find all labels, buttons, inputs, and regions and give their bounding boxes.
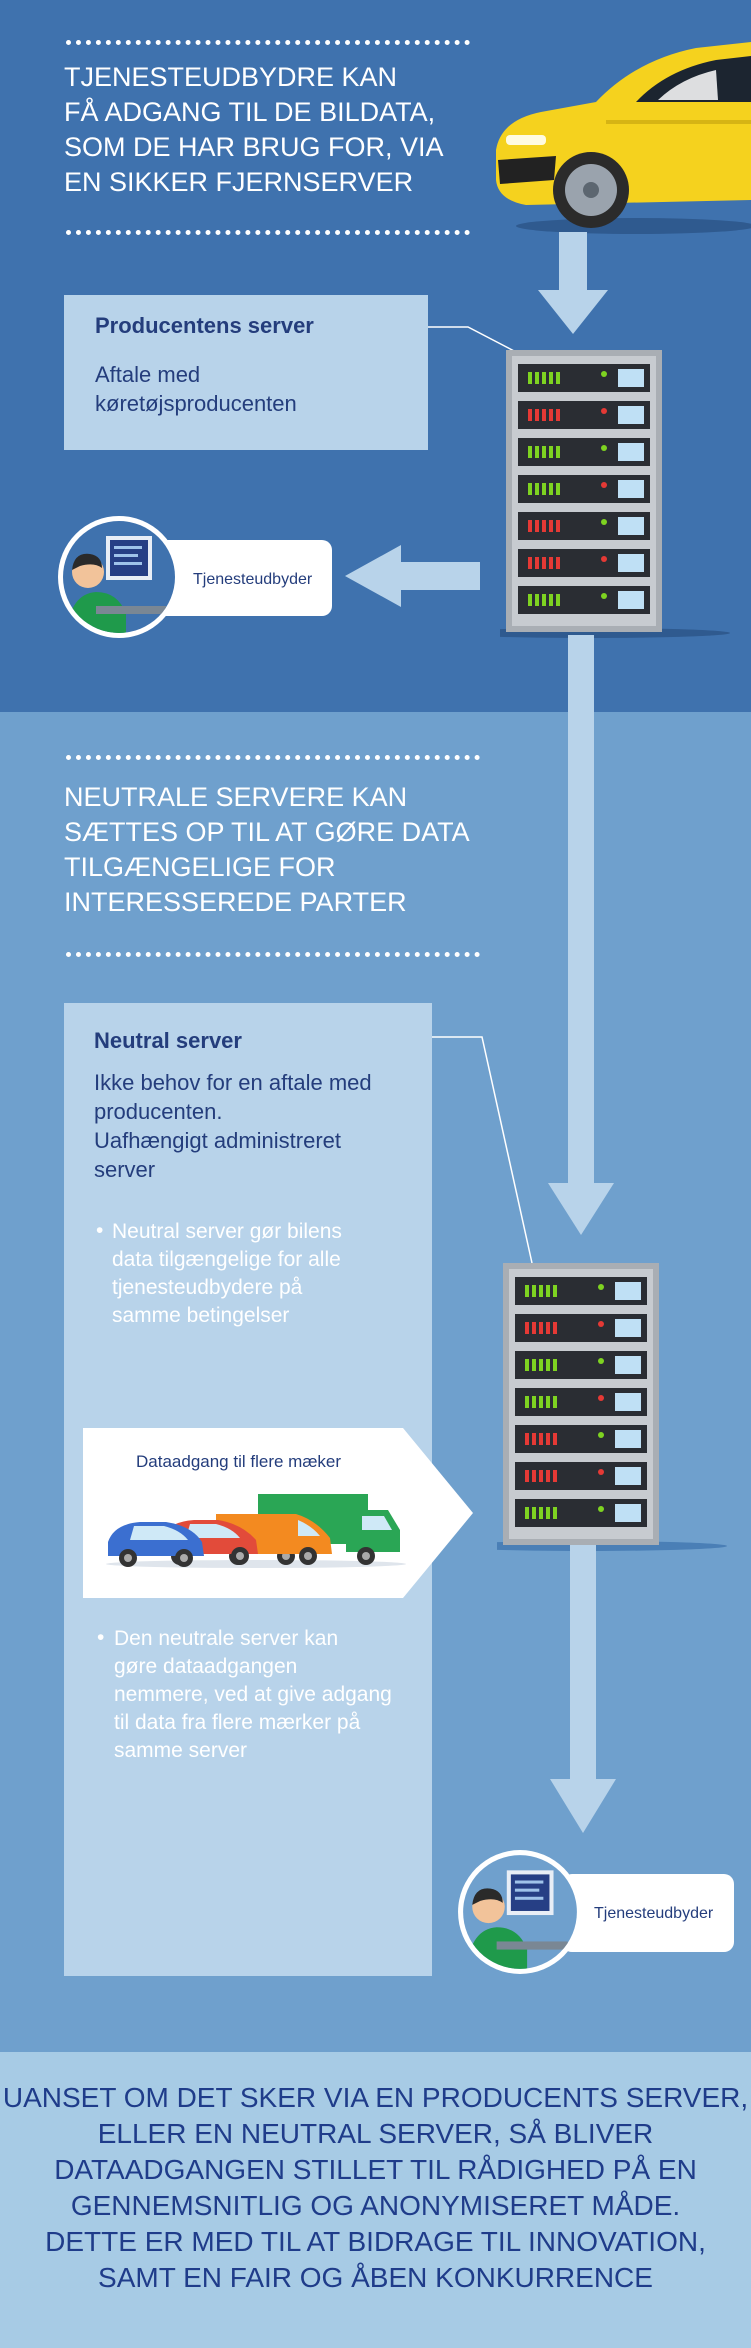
- server-led: [546, 1322, 550, 1334]
- server-led: [556, 520, 560, 532]
- text-line: GENNEMSNITLIG OG ANONYMISERET MÅDE.: [70, 2190, 681, 2221]
- server-led: [556, 409, 560, 421]
- headline-line: EN SIKKER FJERNSERVER: [64, 167, 414, 197]
- server-led: [553, 1507, 557, 1519]
- arrow-down-icon: [548, 635, 618, 1235]
- server-led: [528, 594, 532, 606]
- divider-dotted: [66, 755, 480, 760]
- server-drive-bay: [615, 1467, 641, 1485]
- divider-dotted: [66, 230, 470, 235]
- server-led: [546, 1359, 550, 1371]
- server-led: [553, 1396, 557, 1408]
- headline-line: INTERESSEREDE PARTER: [64, 887, 407, 917]
- headline-line: FÅ ADGANG TIL DE BILDATA,: [64, 97, 436, 127]
- server-status-dot: [598, 1321, 604, 1327]
- text-line: gøre dataadgangen: [114, 1655, 298, 1678]
- text-line: Den neutrale server kan: [114, 1627, 339, 1650]
- headline-remote-server: [64, 60, 444, 200]
- text-line: samme server: [114, 1739, 248, 1762]
- connector-line: [432, 1035, 542, 1265]
- server-led: [549, 446, 553, 458]
- server-led: [525, 1507, 529, 1519]
- server-led: [556, 372, 560, 384]
- server-led: [525, 1433, 529, 1445]
- server-status-dot: [601, 593, 607, 599]
- server-led: [525, 1322, 529, 1334]
- car-icon: [486, 40, 751, 240]
- server-led: [542, 409, 546, 421]
- server-led: [535, 409, 539, 421]
- server-led: [539, 1396, 543, 1408]
- server-led: [556, 483, 560, 495]
- server-led: [542, 372, 546, 384]
- neutral-server-description: [94, 1068, 372, 1184]
- text-line: tjenesteudbydere på: [112, 1276, 303, 1299]
- server-led: [532, 1285, 536, 1297]
- server-led: [542, 520, 546, 532]
- headline-line: TILGÆNGELIGE FOR: [64, 852, 336, 882]
- server-led: [535, 520, 539, 532]
- server-drive-bay: [618, 480, 644, 498]
- server-drive-bay: [618, 443, 644, 461]
- server-led: [539, 1433, 543, 1445]
- server-led: [549, 372, 553, 384]
- arrow-down-icon: [538, 232, 608, 334]
- text-line: data tilgængelige for alle: [112, 1248, 341, 1271]
- manufacturer-server-description: [95, 360, 297, 418]
- text-line: DETTE ER MED TIL AT BIDRAGE TIL INNOVATION,: [45, 2226, 706, 2257]
- server-led: [542, 557, 546, 569]
- text-line: producenten.: [94, 1099, 223, 1124]
- server-icon: [500, 350, 730, 640]
- server-led: [549, 557, 553, 569]
- server-led: [539, 1470, 543, 1482]
- server-led: [532, 1470, 536, 1482]
- text-line: køretøjsproducenten: [95, 391, 297, 416]
- server-status-dot: [601, 445, 607, 451]
- server-status-dot: [598, 1284, 604, 1290]
- text-line: til data fra flere mærker på: [114, 1711, 361, 1734]
- server-drive-bay: [618, 517, 644, 535]
- server-led: [553, 1322, 557, 1334]
- text-line: SAMT EN FAIR OG ÅBEN KONKURRENCE: [98, 2262, 653, 2293]
- provider-person-icon: [456, 1848, 584, 1976]
- server-drive-bay: [615, 1356, 641, 1374]
- server-led: [528, 446, 532, 458]
- server-led: [525, 1285, 529, 1297]
- bullet-marker: •: [97, 1626, 105, 1649]
- server-drive-bay: [618, 369, 644, 387]
- server-drive-bay: [615, 1504, 641, 1522]
- headline-neutral-servers: [64, 780, 470, 920]
- server-led: [539, 1359, 543, 1371]
- server-drive-bay: [615, 1393, 641, 1411]
- server-status-dot: [601, 556, 607, 562]
- server-led: [542, 483, 546, 495]
- server-led: [535, 483, 539, 495]
- server-led: [528, 557, 532, 569]
- server-led: [532, 1433, 536, 1445]
- brands-label: Dataadgang til flere mæker: [136, 1452, 342, 1471]
- server-led: [525, 1396, 529, 1408]
- arrow-down-icon: [550, 1545, 616, 1835]
- server-drive-bay: [618, 406, 644, 424]
- server-led: [539, 1285, 543, 1297]
- text-line: Aftale med: [95, 362, 201, 387]
- server-status-dot: [598, 1469, 604, 1475]
- text-line: Ikke behov for en aftale med: [94, 1070, 372, 1095]
- server-status-dot: [601, 408, 607, 414]
- server-led: [546, 1396, 550, 1408]
- server-drive-bay: [618, 554, 644, 572]
- server-status-dot: [598, 1432, 604, 1438]
- server-drive-bay: [618, 591, 644, 609]
- server-led: [525, 1470, 529, 1482]
- headline-line: NEUTRALE SERVERE KAN: [64, 782, 408, 812]
- vehicle-fleet-icon: [106, 1490, 406, 1570]
- bullet-equal-conditions: [112, 1218, 342, 1330]
- server-led: [535, 446, 539, 458]
- server-status-dot: [598, 1358, 604, 1364]
- server-led: [528, 409, 532, 421]
- server-led: [553, 1470, 557, 1482]
- text-line: Uafhængigt administreret: [94, 1128, 342, 1153]
- server-led: [556, 594, 560, 606]
- server-led: [535, 557, 539, 569]
- server-led: [539, 1507, 543, 1519]
- provider-label: Tjenesteudbyder: [594, 1905, 714, 1922]
- server-led: [546, 1285, 550, 1297]
- bullet-multi-brand-access: [114, 1625, 392, 1765]
- headline-line: SOM DE HAR BRUG FOR, VIA: [64, 132, 444, 162]
- server-led: [546, 1433, 550, 1445]
- server-led: [528, 483, 532, 495]
- conclusion-text: [0, 2080, 751, 2296]
- headline-line: TJENESTEUDBYDRE KAN: [64, 62, 398, 92]
- server-led: [542, 594, 546, 606]
- server-led: [532, 1359, 536, 1371]
- arrow-left-icon: [345, 545, 480, 607]
- text-line: server: [94, 1157, 156, 1182]
- server-status-dot: [601, 482, 607, 488]
- server-led: [542, 446, 546, 458]
- server-status-dot: [598, 1395, 604, 1401]
- server-led: [553, 1285, 557, 1297]
- server-led: [556, 446, 560, 458]
- server-led: [546, 1507, 550, 1519]
- server-led: [532, 1322, 536, 1334]
- bullet-marker: •: [96, 1219, 104, 1242]
- server-drive-bay: [615, 1430, 641, 1448]
- server-icon: [497, 1263, 727, 1553]
- provider-label: Tjenesteudbyder: [193, 571, 313, 588]
- text-line: UANSET OM DET SKER VIA EN PRODUCENTS SERVER,: [2, 2082, 749, 2113]
- server-status-dot: [601, 371, 607, 377]
- server-led: [549, 483, 553, 495]
- server-led: [553, 1433, 557, 1445]
- server-led: [535, 372, 539, 384]
- manufacturer-server-title: Producentens server: [95, 313, 314, 338]
- server-led: [553, 1359, 557, 1371]
- server-led: [546, 1470, 550, 1482]
- server-led: [556, 557, 560, 569]
- server-drive-bay: [615, 1282, 641, 1300]
- neutral-server-title: Neutral server: [94, 1028, 242, 1053]
- text-line: nemmere, ved at give adgang: [114, 1683, 392, 1706]
- divider-dotted: [66, 40, 470, 45]
- server-led: [528, 520, 532, 532]
- provider-person-icon: [56, 514, 182, 640]
- text-line: Neutral server gør bilens: [112, 1220, 342, 1243]
- text-line: samme betingelser: [112, 1304, 290, 1327]
- server-led: [549, 520, 553, 532]
- divider-dotted: [66, 952, 480, 957]
- text-line: DATAADGANGEN STILLET TIL RÅDIGHED PÅ EN: [54, 2154, 697, 2185]
- text-line: ELLER EN NEUTRAL SERVER, SÅ BLIVER: [97, 2118, 654, 2149]
- server-led: [535, 594, 539, 606]
- server-drive-bay: [615, 1319, 641, 1337]
- server-led: [525, 1359, 529, 1371]
- server-led: [532, 1507, 536, 1519]
- server-status-dot: [601, 519, 607, 525]
- server-led: [528, 372, 532, 384]
- server-led: [549, 594, 553, 606]
- server-led: [549, 409, 553, 421]
- server-status-dot: [598, 1506, 604, 1512]
- server-led: [532, 1396, 536, 1408]
- server-led: [539, 1322, 543, 1334]
- headline-line: SÆTTES OP TIL AT GØRE DATA: [64, 817, 470, 847]
